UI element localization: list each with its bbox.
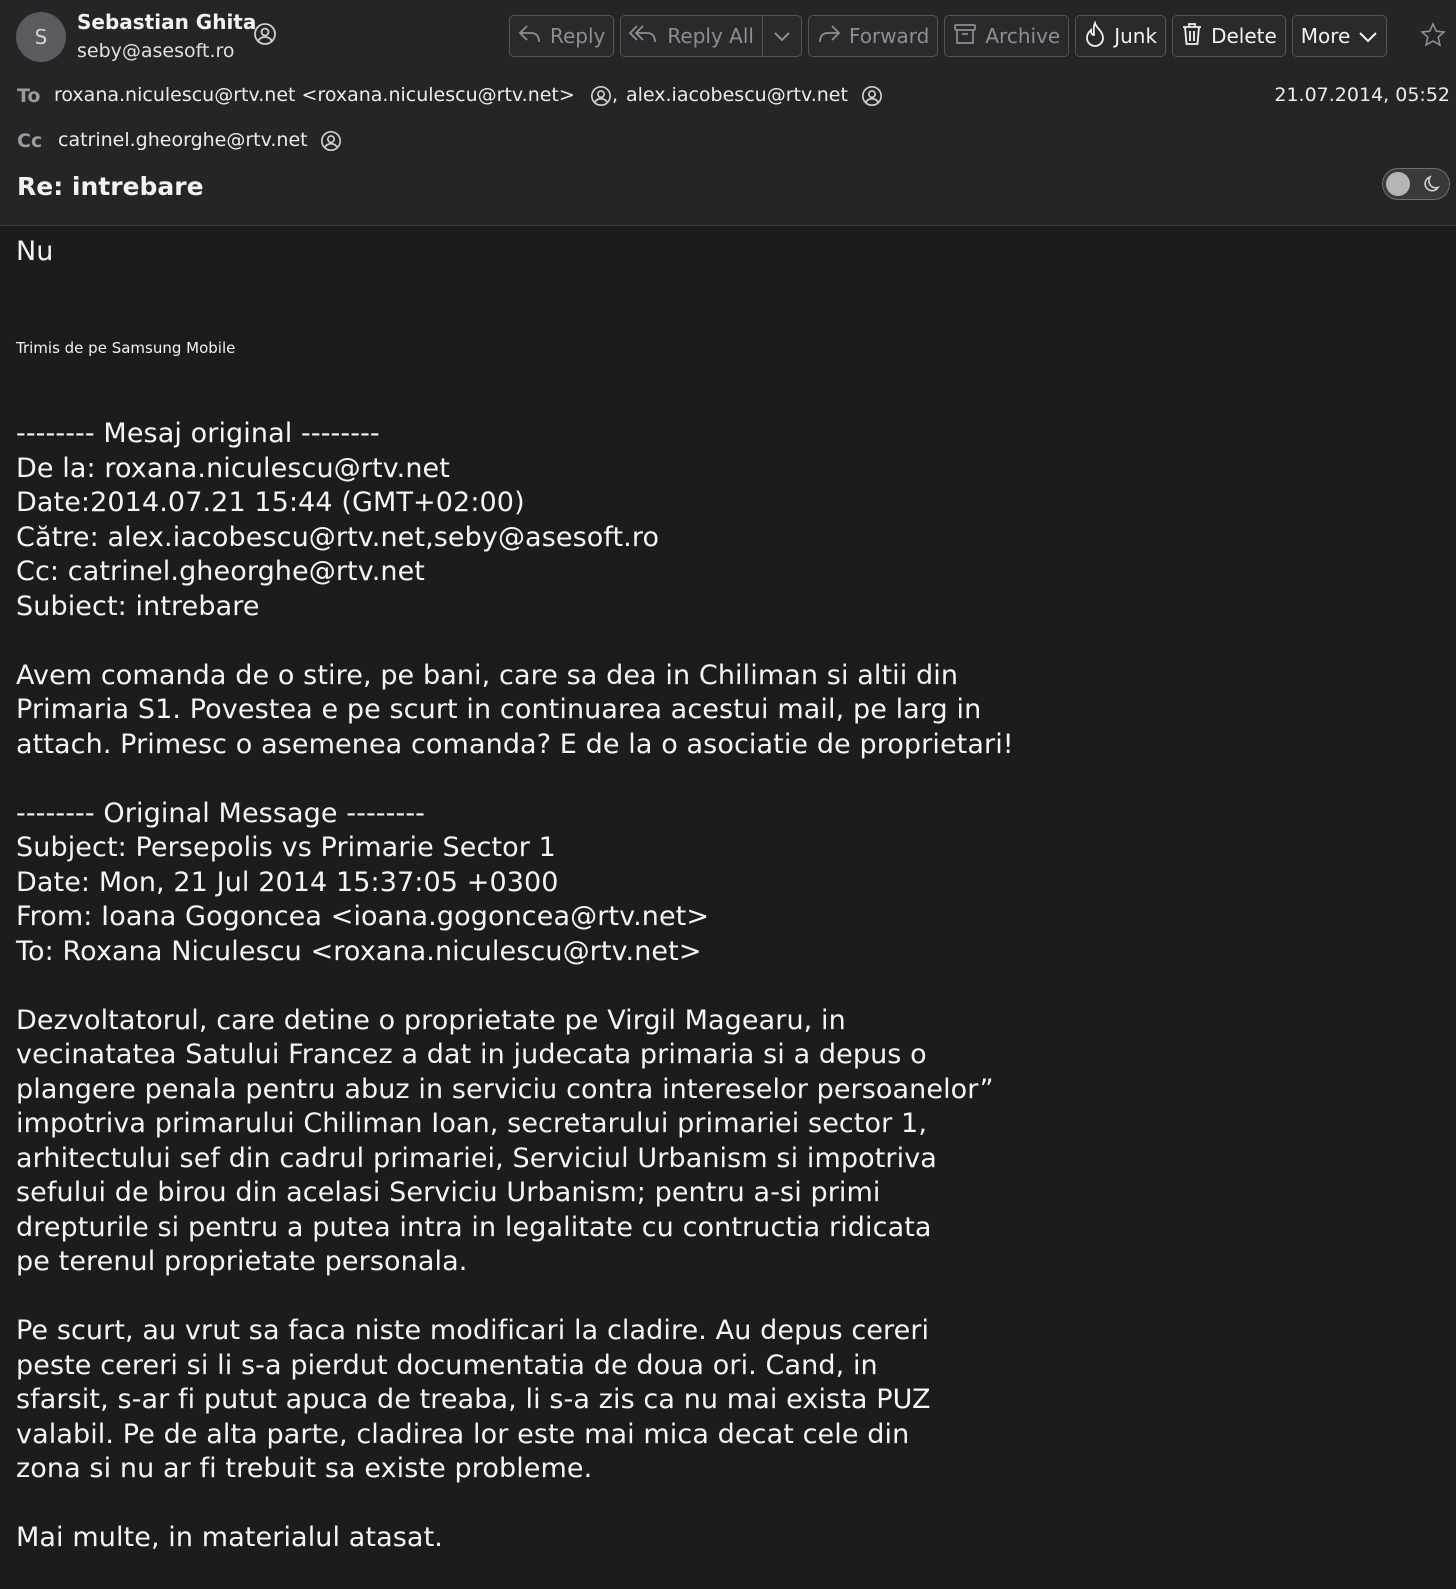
moon-icon: [1423, 174, 1443, 198]
sender-email[interactable]: seby@asesoft.ro: [77, 40, 235, 62]
message-body: [16, 236, 1446, 1556]
cc-label: Cc: [17, 130, 43, 152]
person-circle-icon[interactable]: [253, 22, 277, 46]
junk-button[interactable]: [1075, 15, 1166, 57]
message-date: 21.07.2014, 05:52: [1274, 84, 1450, 106]
chevron-down-icon: [773, 24, 791, 48]
to-separator: ,: [612, 84, 619, 106]
reply-all-group: [620, 15, 802, 57]
forward-label: Forward: [848, 24, 930, 48]
to-recipient-1[interactable]: roxana.niculescu@rtv.net <roxana.niculescu@rtv.net>: [54, 84, 575, 106]
archive-button[interactable]: [944, 15, 1069, 57]
more-button[interactable]: [1292, 15, 1388, 57]
reply-arrow-icon: [518, 23, 542, 50]
to-label: To: [17, 85, 41, 107]
archive-label: Archive: [985, 24, 1061, 48]
forward-button[interactable]: [808, 15, 938, 57]
delete-button[interactable]: [1172, 15, 1286, 57]
junk-label: Junk: [1114, 24, 1158, 48]
message-toolbar: [509, 15, 1387, 57]
person-circle-icon[interactable]: [320, 130, 342, 152]
person-circle-icon[interactable]: [590, 85, 612, 107]
reply-all-button[interactable]: [620, 15, 763, 57]
reply-all-arrow-icon: [629, 23, 659, 50]
delete-label: Delete: [1211, 24, 1277, 48]
sender-avatar[interactable]: [16, 12, 66, 62]
avatar-initial: S: [34, 25, 48, 49]
reply-all-label: Reply All: [667, 24, 754, 48]
trash-icon: [1181, 22, 1203, 51]
reply-all-dropdown[interactable]: [763, 15, 802, 57]
dark-mode-toggle[interactable]: [1382, 168, 1450, 200]
to-recipient-2[interactable]: alex.iacobescu@rtv.net: [626, 84, 848, 106]
message-header: [0, 0, 1456, 226]
cc-recipient-1[interactable]: catrinel.gheorghe@rtv.net: [58, 129, 308, 151]
mobile-signature: Trimis de pe Samsung Mobile: [16, 339, 236, 357]
person-circle-icon[interactable]: [861, 85, 883, 107]
toggle-knob: [1386, 172, 1410, 196]
quoted-message: -------- Mesaj original -------- De la: roxana.niculescu@rtv.net Date:2014.07.21 15:44 (GMT+02:00) Către: alex.iacobescu@rtv.net,seby@asesoft.ro Cc: catrinel.gheorghe@rtv.net Subiect: intrebare Avem comanda de o stire, pe bani, care sa dea in Chiliman si altii din Primaria S1. Povestea e pe scurt in continuarea acestui mail, pe larg in attach. Primesc o asemenea comanda? E de la o asociatie de proprietari! -------- Original Message -------- Subject: Persepolis vs Primarie Sector 1 Date: Mon, 21 Jul 2014 15:37:05 +0300 From: Ioana Gogoncea <ioana.gogoncea@rtv.net> To: Roxana Niculescu <roxana.niculescu@rtv.net> Dezvoltatorul, care detine o proprietate pe Virgil Magearu, in vecinatatea Satului Francez a dat in judecata primaria si a depus o plangere penala pentru abuz in serviciu contra intereselor persoanelor” impotriva primarului Chiliman Ioan, secretarului primariei sector 1, arhitectului sef din cadrul primariei, Serviciul Urbanism si impotriva sefului de birou din acelasi Serviciu Urbanism; pentru a-si primi drepturile si pentru a putea intra in legalitate cu contructia ridicata pe terenul proprietate personala. Pe scurt, au vrut sa faca niste modificari la cladire. Au depus cereri peste cereri si li s-a pierdut documentatia de doua ori. Cand, in sfarsit, s-ar fi putut apuca de treaba, li s-a zis ca nu mai exista PUZ valabil. Pe de alta parte, cladirea lor este mai mica decat cele din zona si nu ar fi trebuit sa existe probleme. Mai multe, in materialul atasat.: [16, 418, 1014, 1553]
flame-icon: [1084, 21, 1106, 52]
star-icon[interactable]: [1420, 22, 1446, 52]
chevron-down-icon: [1358, 24, 1378, 48]
forward-arrow-icon: [817, 23, 841, 50]
archive-box-icon: [953, 22, 977, 51]
reply-text: Nu: [16, 236, 54, 267]
reply-label: Reply: [550, 24, 606, 48]
more-label: More: [1300, 24, 1351, 48]
reply-button[interactable]: [509, 15, 614, 57]
sender-name[interactable]: Sebastian Ghita: [77, 10, 257, 34]
message-subject: Re: intrebare: [17, 172, 204, 201]
